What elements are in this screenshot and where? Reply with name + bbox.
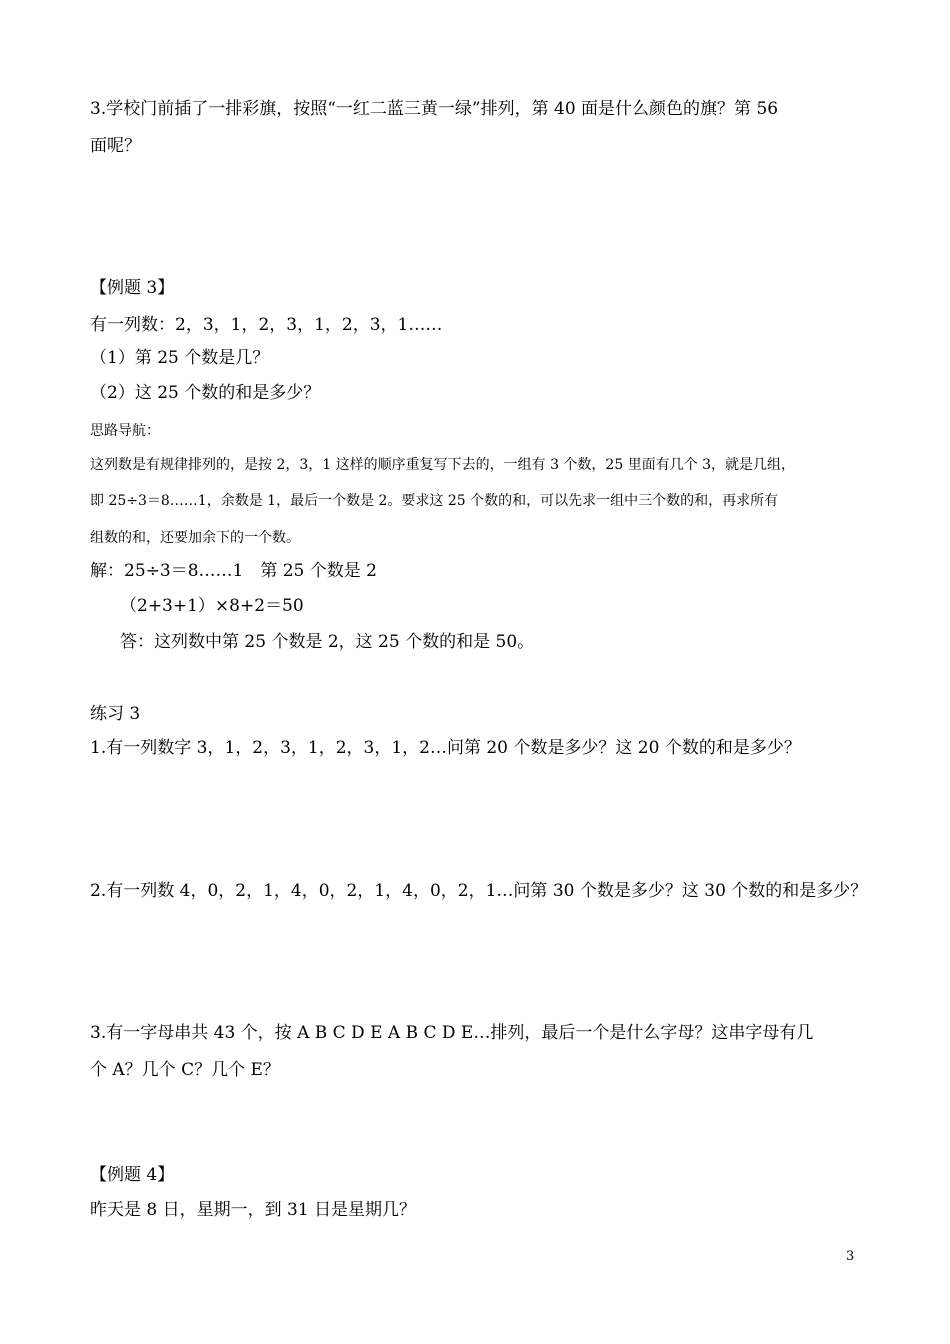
practice3-question1: 1.有一列数字 3，1，2，3，1，2，3，1，2…问第 20 个数是多少？这 20 个数的和是多少？ <box>90 738 801 758</box>
example3-hint-line1: 这列数是有规律排列的，是按 2，3，1 这样的顺序重复写下去的，一组有 3 个数，25 里面有几个 3，就是几组， <box>90 457 796 473</box>
practice3-question3-line1: 3.有一字母串共 43 个，按 A B C D E A B C D E…排列，最后一个是什么字母？这串字母有几 <box>90 1023 814 1043</box>
example3-hint-title: 思路导航： <box>90 423 160 439</box>
practice3-question3-line2: 个 A？几个 C？几个 E？ <box>90 1060 280 1080</box>
example3-statement: 有一列数：2，3，1，2，3，1，2，3，1…… <box>90 315 443 335</box>
practice3-heading: 练习 3 <box>90 704 141 724</box>
practice2-question3-line2: 面呢？ <box>90 136 141 156</box>
example3-question1: （1）第 25 个数是几？ <box>90 348 270 368</box>
page-number: 3 <box>846 1249 855 1264</box>
example4-heading: 【例题 4】 <box>90 1165 175 1185</box>
example3-question2: （2）这 25 个数的和是多少？ <box>90 383 321 403</box>
practice2-question3-line1: 3.学校门前插了一排彩旗，按照“一红二蓝三黄一绿”排列，第 40 面是什么颜色的旗？第 56 <box>90 99 779 119</box>
example4-statement: 昨天是 8 日，星期一，到 31 日是星期几？ <box>90 1200 417 1220</box>
example3-heading: 【例题 3】 <box>90 278 175 298</box>
example3-solution-line2: （2+3+1）×8+2＝50 <box>120 596 304 616</box>
practice3-question2: 2.有一列数 4，0，2，1，4，0，2，1，4，0，2，1…问第 30 个数是多少？这 30 个数的和是多少？ <box>90 881 868 901</box>
example3-hint-line3: 组数的和，还要加余下的一个数。 <box>90 530 300 546</box>
example3-answer: 答：这列数中第 25 个数是 2，这 25 个数的和是 50。 <box>120 632 535 652</box>
example3-solution-line1: 解：25÷3＝8……1 第 25 个数是 2 <box>90 561 377 581</box>
example3-hint-line2: 即 25÷3＝8……1，余数是 1，最后一个数是 2。要求这 25 个数的和，可以先求一组中三个数的和，再求所有 <box>90 493 779 509</box>
